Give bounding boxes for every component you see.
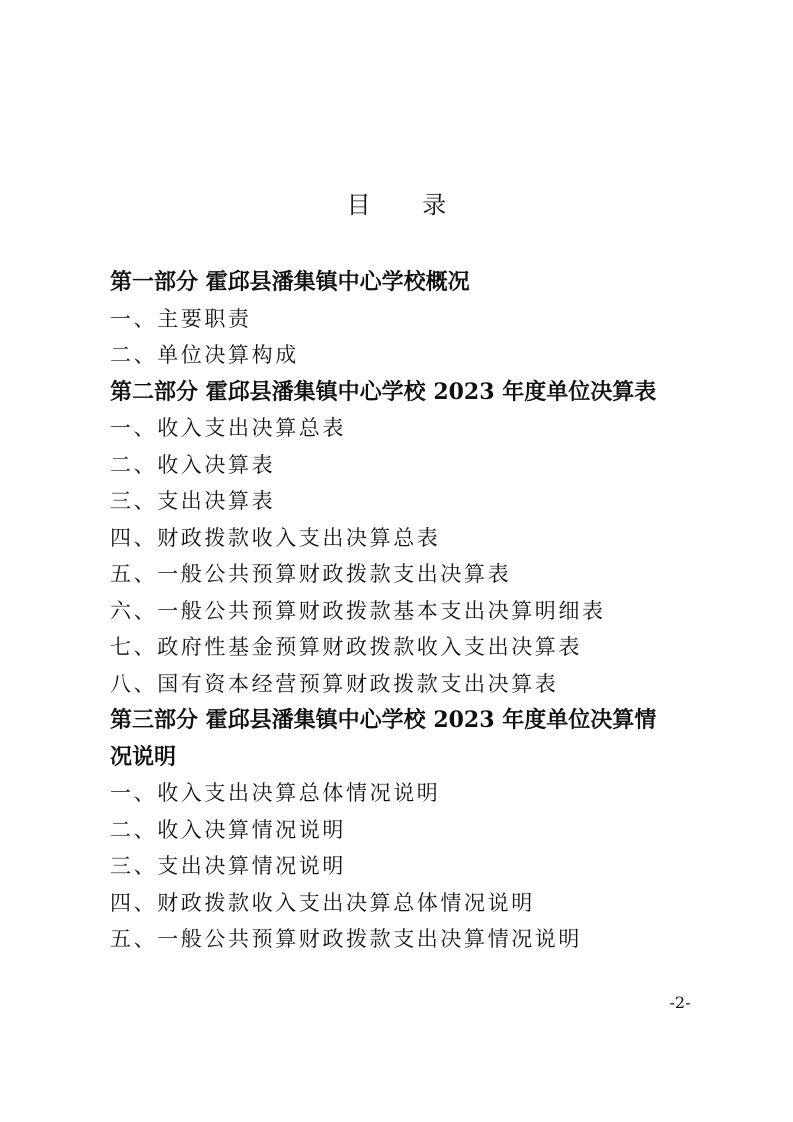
toc-item[interactable]: 五、一般公共预算财政拨款支出决算表	[110, 562, 512, 586]
toc-part-2[interactable]: 第二部分 霍邱县潘集镇中心学校 2023 年度单位决算表	[110, 378, 657, 405]
toc-item[interactable]: 八、国有资本经营预算财政拨款支出决算表	[110, 671, 559, 696]
toc-item[interactable]: 四、财政拨款收入支出决算总体情况说明	[110, 890, 535, 915]
page-number: -2-	[669, 993, 691, 1012]
toc-item[interactable]: 一、主要职责	[110, 306, 252, 331]
toc-item[interactable]: 四、财政拨款收入支出决算总表	[110, 525, 441, 550]
toc-part-1[interactable]: 第一部分 霍邱县潘集镇中心学校概况	[110, 269, 470, 295]
toc-item[interactable]: 一、收入支出决算总表	[110, 416, 346, 440]
toc-item[interactable]: 三、支出决算表	[110, 489, 276, 513]
toc-item[interactable]: 三、支出决算情况说明	[110, 854, 346, 878]
toc-part-3[interactable]: 第三部分 霍邱县潘集镇中心学校 2023 年度单位决算情	[110, 707, 657, 733]
toc-item[interactable]: 二、收入决算情况说明	[110, 817, 346, 842]
toc-item[interactable]: 七、政府性基金预算财政拨款收入支出决算表	[110, 635, 582, 659]
toc-part-3-continued[interactable]: 况说明	[110, 743, 177, 770]
toc-item[interactable]: 二、收入决算表	[110, 452, 276, 477]
toc-item[interactable]: 五、一般公共预算财政拨款支出决算情况说明	[110, 927, 582, 951]
toc-item[interactable]: 一、收入支出决算总体情况说明	[110, 781, 441, 805]
table-of-contents	[110, 264, 710, 958]
toc-item[interactable]: 六、一般公共预算财政拨款基本支出决算明细表	[110, 598, 606, 623]
page-title: 目 录	[346, 191, 469, 219]
toc-item[interactable]: 二、单位决算构成	[110, 343, 299, 367]
